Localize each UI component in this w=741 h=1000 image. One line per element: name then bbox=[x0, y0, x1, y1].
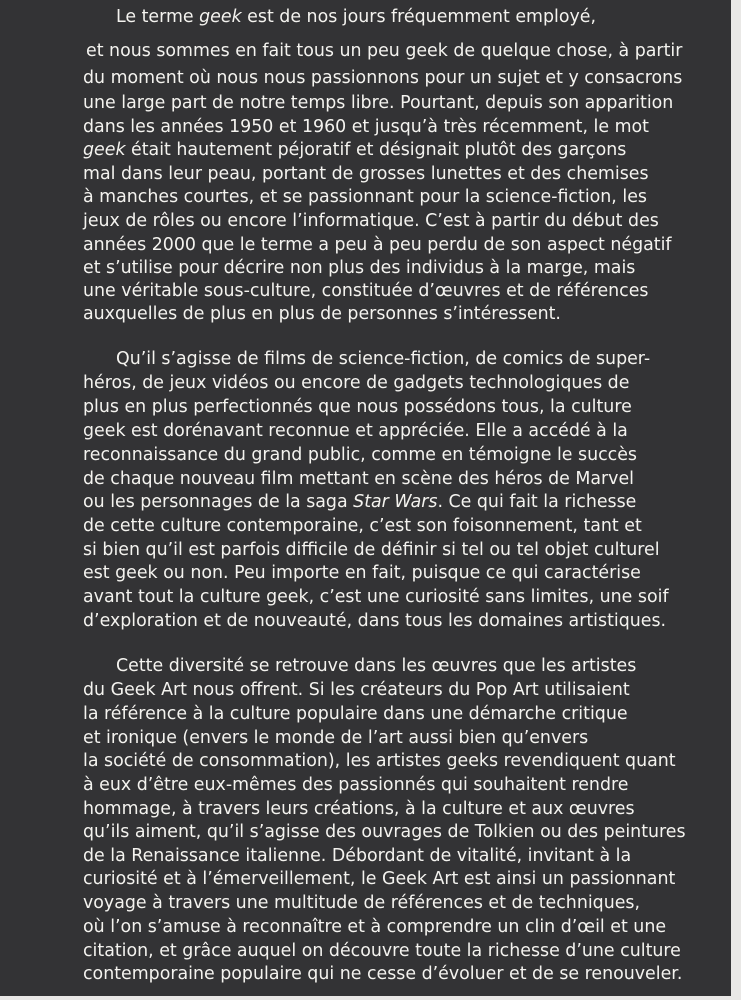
paragraph-1-line-2: et nous sommes en fait tous un peu geek de quelque chose, à partir bbox=[86, 41, 683, 61]
paragraph-2-line-2: héros, de jeux vidéos ou encore de gadgets technologiques de bbox=[83, 373, 630, 393]
paragraph-3-line-10: curiosité et à l’émerveillement, le Geek Art est ainsi un passionnant bbox=[83, 869, 676, 889]
italic-term: geek bbox=[83, 140, 126, 160]
text-fragment: ou les personnages de la saga bbox=[83, 492, 354, 512]
paragraph-1-line-3: du moment où nous nous passionnons pour un sujet et y consacrons bbox=[83, 68, 683, 88]
paragraph-1-line-4: une large part de notre temps libre. Pourtant, depuis son apparition bbox=[83, 93, 674, 113]
paragraph-3-line-13: citation, et grâce auquel on découvre toute la richesse d’une culture bbox=[83, 941, 681, 961]
paragraph-1-line-13: auxquelles de plus en plus de personnes s’intéressent. bbox=[83, 304, 561, 324]
paragraph-1-line-8: à manches courtes, et se passionnant pour la science-fiction, les bbox=[83, 187, 647, 207]
text-fragment: est de nos jours fréquemment employé, bbox=[241, 7, 597, 27]
paragraph-3-line-6: à eux d’être eux-mêmes des passionnés qui souhaitent rendre bbox=[83, 775, 629, 795]
paragraph-2-line-5: reconnaissance du grand public, comme en témoigne le succès bbox=[83, 445, 637, 465]
paragraph-3-line-1: Cette diversité se retrouve dans les œuvres que les artistes bbox=[116, 656, 637, 676]
paragraph-2-line-6: de chaque nouveau film mettant en scène des héros de Marvel bbox=[83, 469, 634, 489]
paragraph-2-line-7 bbox=[83, 491, 636, 513]
paragraph-1-line-7: mal dans leur peau, portant de grosses lunettes et des chemises bbox=[83, 164, 649, 184]
paragraph-1-line-1 bbox=[116, 6, 596, 28]
paragraph-1-line-11: et s’utilise pour décrire non plus des individus à la marge, mais bbox=[83, 258, 636, 278]
paragraph-2-line-10: est geek ou non. Peu importe en fait, puisque ce qui caractérise bbox=[83, 563, 641, 583]
paragraph-2-line-3: plus en plus perfectionnés que nous possédons tous, la culture bbox=[83, 397, 632, 417]
paragraph-2-line-8: de cette culture contemporaine, c’est son foisonnement, tant et bbox=[83, 516, 642, 536]
paragraph-2-line-12: d’exploration et de nouveauté, dans tous les domaines artistiques. bbox=[83, 611, 667, 631]
paragraph-3-line-14: contemporaine populaire qui ne cesse d’évoluer et de se renouveler. bbox=[83, 964, 683, 984]
paragraph-3-line-8: qu’ils aiment, qu’il s’agisse des ouvrages de Tolkien ou des peintures bbox=[83, 822, 686, 842]
paragraph-1-line-12: une véritable sous-culture, constituée d’œuvres et de références bbox=[83, 281, 649, 301]
paragraph-3-line-2: du Geek Art nous offrent. Si les créateurs du Pop Art utilisaient bbox=[83, 680, 630, 700]
paragraph-3-line-11: voyage à travers une multitude de références et de techniques, bbox=[83, 893, 641, 913]
paragraph-3-line-7: hommage, à travers leurs créations, à la culture et aux œuvres bbox=[83, 799, 635, 819]
paragraph-3-line-12: où l’on s’amuse à reconnaître et à comprendre un clin d’œil et une bbox=[83, 917, 667, 937]
italic-title: Star Wars bbox=[353, 492, 438, 512]
italic-term: geek bbox=[199, 7, 242, 27]
text-fragment: était hautement péjoratif et désignait plutôt des garçons bbox=[125, 140, 627, 160]
paragraph-2-line-4: geek est dorénavant reconnue et appréciée. Elle a accédé à la bbox=[83, 421, 628, 441]
paragraph-3-line-4: et ironique (envers le monde de l’art aussi bien qu’envers bbox=[83, 728, 589, 748]
paragraph-1-line-10: années 2000 que le terme a peu à peu perdu de son aspect négatif bbox=[83, 235, 672, 255]
paragraph-1-line-9: jeux de rôles ou encore l’informatique. C’est à partir du début des bbox=[83, 211, 659, 231]
paragraph-2-line-1: Qu’il s’agisse de films de science-fiction, de comics de super- bbox=[116, 349, 651, 369]
text-fragment: Le terme bbox=[116, 7, 200, 27]
paragraph-1-line-6 bbox=[83, 139, 626, 161]
paragraph-2-line-11: avant tout la culture geek, c’est une curiosité sans limites, une soif bbox=[83, 587, 669, 607]
paragraph-3-line-3: la référence à la culture populaire dans une démarche critique bbox=[83, 704, 628, 724]
paragraph-2-line-9: si bien qu’il est parfois difficile de définir si tel ou tel objet culturel bbox=[83, 540, 660, 560]
paragraph-3-line-9: de la Renaissance italienne. Débordant de vitalité, invitant à la bbox=[83, 846, 632, 866]
paragraph-1-line-5: dans les années 1950 et 1960 et jusqu’à très récemment, le mot bbox=[83, 117, 650, 137]
text-fragment: . Ce qui fait la richesse bbox=[437, 492, 637, 512]
paragraph-3-line-5: la société de consommation), les artistes geeks revendiquent quant bbox=[83, 751, 676, 771]
